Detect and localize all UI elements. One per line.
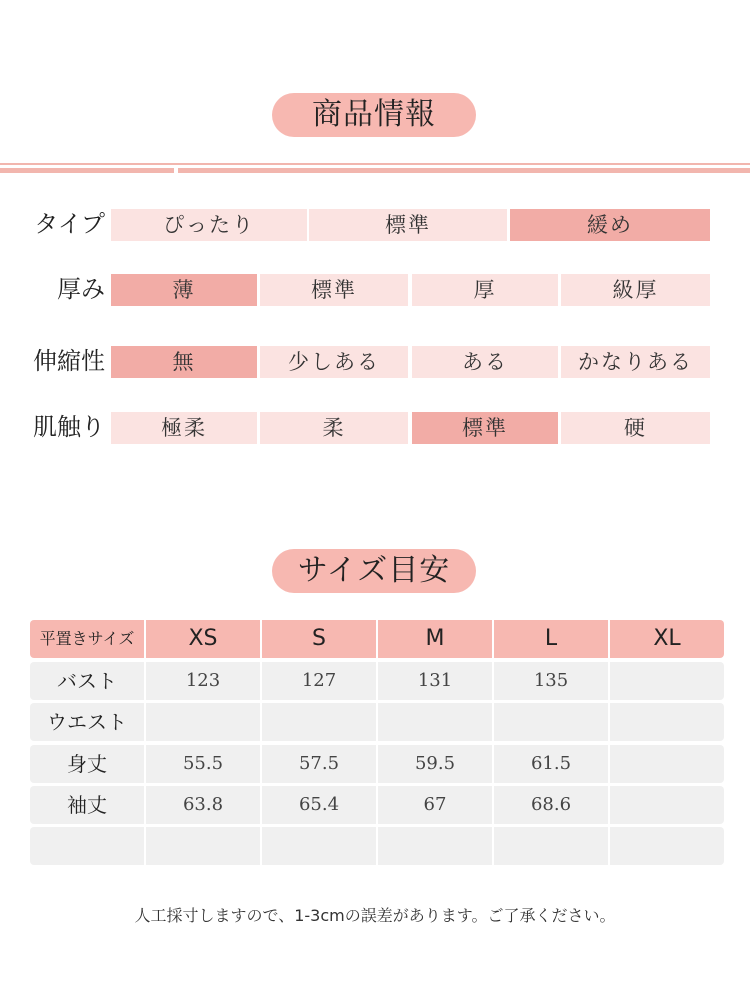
attribute-option-selected: 緩め <box>510 209 710 241</box>
size-table-cell: 131 <box>378 662 492 700</box>
size-table-cell <box>610 662 724 700</box>
size-column-header: L <box>494 620 608 658</box>
size-table-cell: 123 <box>146 662 260 700</box>
size-column-header: M <box>378 620 492 658</box>
attribute-label: タイプ <box>34 210 105 238</box>
size-table-cell: 61.5 <box>494 745 608 783</box>
attribute-option: ぴったり <box>111 209 307 241</box>
size-row-label: 身丈 <box>30 745 144 783</box>
size-table-cell <box>610 703 724 741</box>
size-table-cell: 59.5 <box>378 745 492 783</box>
size-table-cell <box>262 827 376 865</box>
attribute-option-selected: 無 <box>111 346 257 378</box>
section-title-size-guide <box>272 549 476 593</box>
measurement-note: 人工採寸しますので、1-3cmの誤差があります。ご了承ください。 <box>134 906 616 925</box>
attribute-option: 極柔 <box>111 412 257 444</box>
attribute-option-selected: 薄 <box>111 274 257 306</box>
size-table-cell <box>146 703 260 741</box>
section-title-text: サイズ目安 <box>297 553 451 588</box>
size-column-header: S <box>262 620 376 658</box>
size-table-cell: 135 <box>494 662 608 700</box>
size-table-cell: 57.5 <box>262 745 376 783</box>
size-table-cell <box>262 703 376 741</box>
attribute-option: 硬 <box>561 412 710 444</box>
size-table-cell <box>146 827 260 865</box>
size-table-cell <box>610 745 724 783</box>
attribute-option: 少しある <box>260 346 408 378</box>
size-row-label <box>30 827 144 865</box>
size-table-cell: 63.8 <box>146 786 260 824</box>
size-table-cell: 67 <box>378 786 492 824</box>
size-table-cell <box>610 786 724 824</box>
size-table-cell <box>378 703 492 741</box>
attribute-option: ある <box>412 346 558 378</box>
attribute-label: 肌触り <box>33 413 105 441</box>
attribute-label: 伸縮性 <box>33 347 105 375</box>
size-table-cell <box>494 703 608 741</box>
attribute-option: 厚 <box>412 274 558 306</box>
size-table-cell <box>494 827 608 865</box>
size-table-cell: 127 <box>262 662 376 700</box>
size-table-cell <box>610 827 724 865</box>
size-row-label: ウエスト <box>30 703 144 741</box>
attribute-option: 柔 <box>260 412 408 444</box>
divider-thick-right <box>178 168 750 173</box>
divider-thick-left <box>0 168 174 173</box>
size-table-cell: 65.4 <box>262 786 376 824</box>
section-title-product-info <box>272 93 476 137</box>
size-table-cell <box>378 827 492 865</box>
size-row-label: 袖丈 <box>30 786 144 824</box>
size-row-label: バスト <box>30 662 144 700</box>
attribute-option: 標準 <box>309 209 507 241</box>
attribute-option: かなりある <box>561 346 710 378</box>
divider-thin <box>0 163 750 165</box>
size-table-cell: 55.5 <box>146 745 260 783</box>
attribute-option: 標準 <box>260 274 408 306</box>
attribute-option: 級厚 <box>561 274 710 306</box>
size-table-cell: 68.6 <box>494 786 608 824</box>
size-column-header: XS <box>146 620 260 658</box>
attribute-label: 厚み <box>57 275 105 303</box>
section-title-text: 商品情報 <box>312 97 436 132</box>
attribute-option-selected: 標準 <box>412 412 558 444</box>
size-column-header: XL <box>610 620 724 658</box>
size-table-corner: 平置きサイズ <box>30 620 144 658</box>
